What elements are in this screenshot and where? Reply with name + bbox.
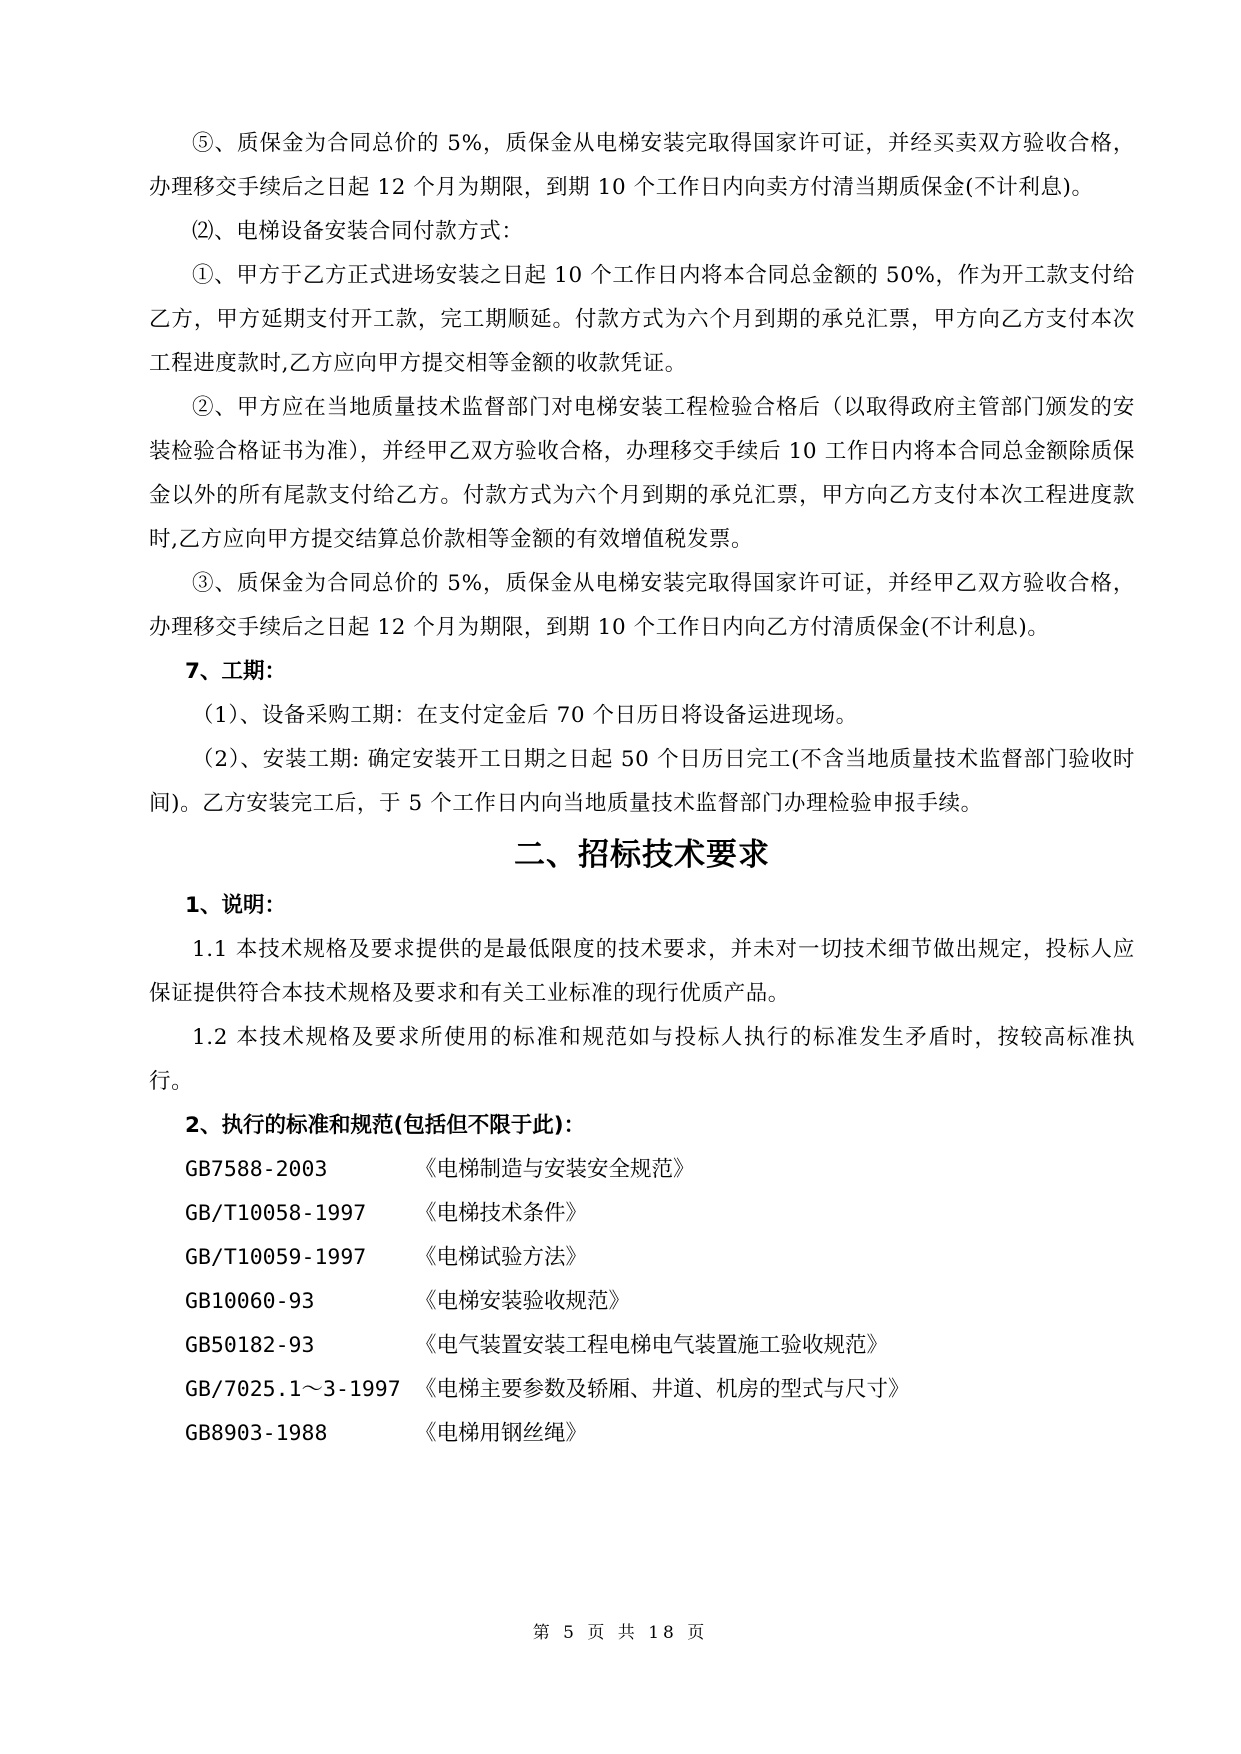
heading-standards: 2、执行的标准和规范(包括但不限于此)： (185, 1113, 586, 1138)
standard-code: GB7588-2003 (185, 1157, 328, 1182)
paragraph-spec-1-2: 1.2 本技术规格及要求所使用的标准和规范如与投标人执行的标准发生矛盾时，按较高标准执行。 (149, 1025, 1135, 1094)
page-footer: 第 5 页 共 18 页 (532, 1623, 709, 1643)
standard-code: GB/T10058-1997 (185, 1201, 367, 1226)
standard-code: GB/7025.1～3-1997 (185, 1377, 401, 1402)
page-content (149, 122, 1135, 1456)
standard-name: 《电梯技术条件》 (415, 1201, 588, 1226)
paragraph-installation-payment-heading: ⑵、电梯设备安装合同付款方式： (192, 219, 524, 244)
standard-name: 《电梯试验方法》 (415, 1245, 588, 1270)
paragraph-quality-deposit-seller: ⑤、质保金为合同总价的 5%，质保金从电梯安装完取得国家许可证，并经买卖双方验收合格，办理移交手续后之日起 12 个月为期限，到期 10 个工作日内向卖方付清当期质保金(不计利息)。 (149, 131, 1135, 200)
paragraph-installation-payment-1: ①、甲方于乙方正式进场安装之日起 10 个工作日内将本合同总金额的 50%，作为开工款支付给乙方，甲方延期支付开工款，完工期顺延。付款方式为六个月到期的承兑汇票，甲方向乙方支付本次工程进度款时,乙方应向甲方提交相等金额的收款凭证。 (149, 263, 1135, 376)
standard-code: GB8903-1988 (185, 1421, 328, 1446)
standard-name: 《电梯用钢丝绳》 (415, 1421, 588, 1446)
standard-name: 《电梯主要参数及轿厢、井道、机房的型式与尺寸》 (415, 1377, 910, 1402)
paragraph-procurement-period: （1）、设备采购工期：在支付定金后 70 个日历日将设备运进现场。 (192, 703, 858, 728)
standard-name: 《电梯安装验收规范》 (415, 1289, 631, 1314)
standard-item (149, 1280, 1135, 1324)
standard-item (149, 1192, 1135, 1236)
standard-item (149, 1148, 1135, 1192)
paragraph-installation-period: （2）、安装工期: 确定安装开工日期之日起 50 个日历日完工(不含当地质量技术监督部门验收时间)。乙方安装完工后，于 5 个工作日内向当地质量技术监督部门办理检验申报手续。 (149, 747, 1135, 816)
standard-item (149, 1324, 1135, 1368)
paragraph-spec-1-1: 1.1 本技术规格及要求提供的是最低限度的技术要求，并未对一切技术细节做出规定，投标人应保证提供符合本技术规格及要求和有关工业标准的现行优质产品。 (149, 937, 1135, 1006)
paragraph-installation-payment-2: ②、甲方应在当地质量技术监督部门对电梯安装工程检验合格后（以取得政府主管部门颁发的安装检验合格证书为准），并经甲乙双方验收合格，办理移交手续后 10 工作日内将本合同总金额除质保金以外的所有尾款支付给乙方。付款方式为六个月到期的承兑汇票，甲方向乙方支付本次工程进度款时,乙方应向甲方提交结算总价款相等金额的有效增值税发票。 (149, 395, 1135, 552)
paragraph-installation-payment-3: ③、质保金为合同总价的 5%，质保金从电梯安装完取得国家许可证，并经甲乙双方验收合格，办理移交手续后之日起 12 个月为期限，到期 10 个工作日内向乙方付清质保金(不计利息)。 (149, 571, 1135, 640)
standard-code: GB/T10059-1997 (185, 1245, 367, 1270)
standard-code: GB10060-93 (185, 1289, 315, 1314)
standard-item (149, 1236, 1135, 1280)
standard-code: GB50182-93 (185, 1333, 315, 1358)
standard-name: 《电梯制造与安装安全规范》 (415, 1157, 695, 1182)
standard-item (149, 1412, 1135, 1456)
heading-schedule: 7、工期： (185, 659, 286, 684)
heading-description: 1、说明： (185, 893, 286, 918)
standard-name: 《电气装置安装工程电梯电气装置施工验收规范》 (415, 1333, 889, 1358)
standard-item (149, 1368, 1135, 1412)
standards-list (149, 1148, 1135, 1456)
section-title: 二、招标技术要求 (514, 837, 770, 873)
